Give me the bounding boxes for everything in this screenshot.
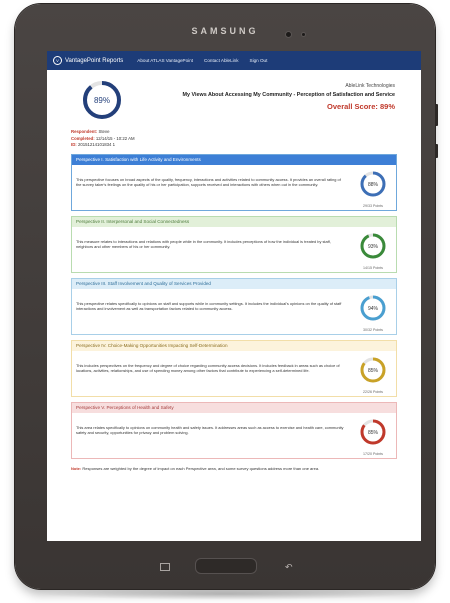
score-donut-3 bbox=[359, 294, 387, 322]
front-camera bbox=[285, 31, 292, 38]
perspective-points-3: 30/32 Points bbox=[363, 327, 383, 332]
perspective-text-5: This area relates specifically to opinions on community health and safety issues. It addresses areas such as access to exercise and health care, community safety and security, opportunities for privacy and problem solving. bbox=[76, 424, 344, 436]
back-icon[interactable]: ↶ bbox=[285, 562, 293, 572]
completed-value: 12/14/15 - 10:22 AM bbox=[95, 135, 135, 141]
score-donut-label-5: 85% bbox=[367, 429, 379, 436]
score-donut-label-1: 88% bbox=[367, 181, 379, 188]
perspective-panel-4 bbox=[71, 340, 397, 397]
perspective-body-3 bbox=[72, 289, 396, 334]
respondent-value: Steve bbox=[98, 129, 110, 134]
id-label: ID: bbox=[71, 142, 77, 147]
perspective-title-5: Perspective V. Perceptions of Health and Safety bbox=[72, 403, 396, 413]
score-donut-1 bbox=[359, 170, 387, 198]
tablet-device bbox=[15, 4, 435, 589]
perspective-panel-2 bbox=[71, 216, 397, 273]
perspective-title-3: Perspective III. Staff Involvement and Quality of Services Provided bbox=[72, 279, 396, 289]
screen bbox=[47, 51, 421, 541]
perspective-panel-5 bbox=[71, 402, 397, 459]
perspective-score-1 bbox=[356, 170, 390, 208]
score-donut-label-3: 94% bbox=[367, 305, 379, 312]
top-navbar bbox=[47, 51, 421, 70]
perspective-text-2: This measure relates to interactions and relations with people while in the community. It includes perceptions of how the individual is treated by staff, neighbors and other members of his or her community. bbox=[76, 238, 331, 250]
id-row bbox=[71, 142, 397, 149]
overall-score-donut bbox=[81, 79, 123, 121]
perspective-points-1: 29/33 Points bbox=[363, 203, 383, 208]
volume-button[interactable] bbox=[435, 104, 438, 126]
overall-score: Overall Score: 89% bbox=[327, 102, 395, 111]
perspective-text-1: This perspective focuses on broad aspects of the quality, frequency, interactions and activities related to community access. It provides an overall rating of the survey taker's feelings on the quality of his or her participation, supports received and interactions with others when out in the community. bbox=[76, 176, 341, 188]
report-content bbox=[47, 70, 421, 471]
completed-label: Completed: bbox=[71, 135, 95, 141]
logo-icon: V bbox=[53, 56, 62, 65]
perspective-score-4 bbox=[356, 356, 390, 394]
perspective-panel-3 bbox=[71, 278, 397, 335]
report-title: My Views About Accessing My Community - Perception of Satisfaction and Service bbox=[182, 92, 395, 98]
perspective-score-2 bbox=[356, 232, 390, 270]
perspective-panel-1 bbox=[71, 154, 397, 211]
power-button[interactable] bbox=[435, 144, 438, 158]
recent-apps-icon[interactable] bbox=[160, 563, 170, 571]
footnote bbox=[71, 466, 397, 471]
perspective-score-3 bbox=[356, 294, 390, 332]
app-logo[interactable] bbox=[53, 56, 123, 65]
note-label: Note: bbox=[71, 465, 82, 471]
perspective-body-2 bbox=[72, 227, 396, 272]
nav-link-sign-out[interactable]: Sign Out bbox=[249, 58, 268, 63]
overall-donut-label: 89% bbox=[93, 96, 111, 105]
perspective-points-5: 17/20 Points bbox=[363, 451, 383, 456]
score-donut-5 bbox=[359, 418, 387, 446]
perspective-body-1 bbox=[72, 165, 396, 210]
organization-name: AbleLink Technologies bbox=[345, 83, 395, 89]
perspective-body-4 bbox=[72, 351, 396, 396]
score-donut-label-4: 85% bbox=[367, 367, 379, 374]
score-donut-2 bbox=[359, 232, 387, 260]
device-brand: SAMSUNG bbox=[191, 26, 259, 36]
perspective-body-5 bbox=[72, 413, 396, 458]
id-value: 20151214101834 1 bbox=[77, 142, 115, 147]
perspective-score-5 bbox=[356, 418, 390, 456]
nav-link-contact[interactable]: Contact AbleLink bbox=[204, 58, 239, 63]
perspective-title-4: Perspective IV. Choice-Making Opportunities Impacting Self-Determination bbox=[72, 341, 396, 351]
app-logo-text: VantagePoint Reports bbox=[65, 57, 124, 64]
nav-link-about[interactable]: About ATLAS VantagePoint bbox=[137, 58, 194, 63]
score-donut-4 bbox=[359, 356, 387, 384]
perspective-text-3: This perspective relates specifically to opinions on staff and supports while in community settings. It includes the individual's opinions on the quality of staff interactions and involvement as well as transportation factors related to community access. bbox=[76, 300, 342, 312]
perspective-text-4: This includes perspectives on the frequency and degree of choice regarding community access decisions. It includes feedback in areas such as choice of locations, activities, relationships, and use of spending money among other factors that contribute to experiencing a self-determined life. bbox=[76, 362, 340, 374]
perspective-title-2: Perspective II. Interpersonal and Social Connectedness bbox=[72, 217, 396, 227]
perspective-title-1: Perspective I. Satisfaction with Life Activity and Environments bbox=[72, 155, 396, 165]
perspective-points-2: 14/15 Points bbox=[363, 265, 383, 270]
device-shadow bbox=[40, 588, 410, 600]
report-header bbox=[71, 75, 397, 125]
respondent-label: Respondent: bbox=[71, 129, 98, 134]
score-donut-label-2: 93% bbox=[367, 243, 379, 250]
home-button[interactable] bbox=[195, 558, 257, 574]
light-sensor bbox=[301, 32, 306, 37]
perspective-points-4: 22/26 Points bbox=[363, 389, 383, 394]
note-text: Responses are weighted by the degree of impact on each Perspective area, and some survey questions address more than one area. bbox=[82, 465, 320, 471]
respondent-meta bbox=[71, 129, 397, 149]
